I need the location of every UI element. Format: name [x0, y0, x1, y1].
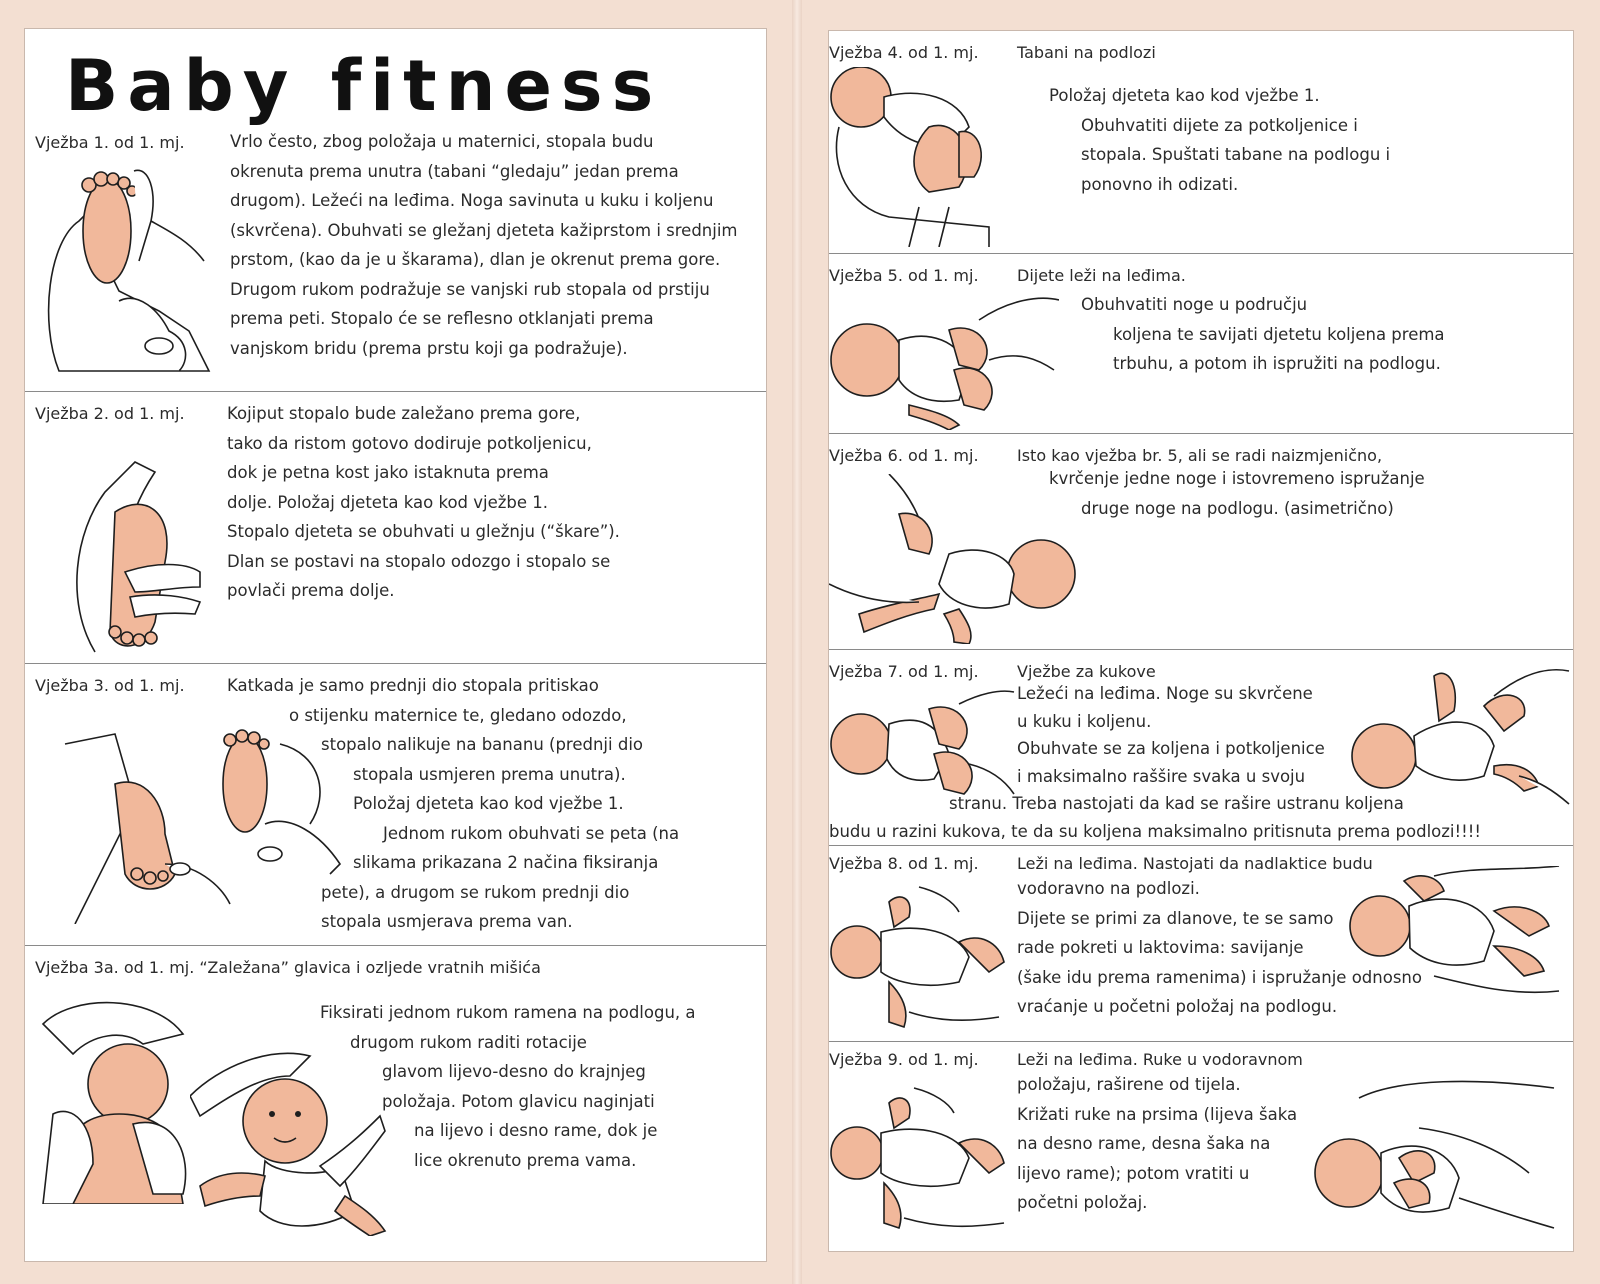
- exercise-4-heading: Tabani na podlozi: [1017, 43, 1156, 62]
- exercise-3-text: Katkada je samo prednji dio stopala pritiskao o stijenku maternice te, gledano odozdo, stopalo nalikuje na bananu (prednji dio stopala usmjeren prema unutra). Položaj djeteta kao kod vježbe 1. Jednom rukom obuhvati se peta (na slikama prikazana 2 načina fiksiranja pete), a drugom se rukom prednji dio stopala usmjerava prema van.: [227, 676, 680, 931]
- exercise-7-heading: Vježbe za kukove: [1017, 662, 1156, 681]
- exercise-8-section: [829, 845, 1573, 1041]
- exercise-1-label: Vježba 1. od 1. mj.: [35, 133, 185, 152]
- exercise-3-illustration-a: [55, 724, 235, 924]
- exercise-2-illustration: [55, 452, 205, 657]
- exercise-7-text: Ležeći na leđima. Noge su skvrčene u kuku i koljenu. Obuhvate se za koljena i potkoljenice i maksimalno raššire svaka u svoju stranu. Treba nastojati da kad se raširе ustranu koljena budu u razini kukova, te da su koljena maksimalno pritisnuta prema podlozi!!!!: [829, 684, 1481, 841]
- exercise-3-section: [25, 663, 766, 945]
- book-spine: [792, 0, 802, 1284]
- left-page: [24, 28, 767, 1262]
- exercise-6-illustration: [829, 474, 1089, 644]
- exercise-3a-label: Vježba 3a. od 1. mj. “Zaležana” glavica i ozljede vratnih mišića: [35, 958, 541, 977]
- exercise-7-illustration-a: [829, 684, 1019, 804]
- exercise-6-text: kvrčenje jedne noge i istovremeno ispružanje druge noge na podlogu. (asimetrično): [1049, 469, 1425, 518]
- exercise-5-section: [829, 253, 1573, 433]
- exercise-1-section: [25, 29, 766, 401]
- exercise-2-text: Kojiput stopalo bude zaležano prema gore, tako da ristom gotovo dodiruje potkoljenicu, dok je petna kost jako istaknuta prema dolje. Položaj djeteta kao kod vježbe 1. Stopalo djeteta se obuhvati u gležnju (“škare”). Dlan se postavi na stopalo odozgo i stopalo se povlači prema dolje.: [227, 404, 620, 600]
- exercise-7-label: Vježba 7. od 1. mj.: [829, 662, 979, 681]
- exercise-9-text: položaju, raširene od tijela. Križati ruke na prsima (lijeva šaka na desno rame, desna šaka na lijevo rame); potom vratiti u početni položaj.: [1017, 1075, 1298, 1212]
- page-title: Baby fitness: [65, 45, 663, 127]
- exercise-5-text: Obuhvatiti noge u području koljena te savijati djetetu koljena prema trbuhu, a potom ih ispružiti na podlogu.: [1081, 295, 1445, 373]
- exercise-9-illustration-a: [829, 1078, 1019, 1238]
- exercise-2-section: [25, 391, 766, 663]
- exercise-3-illustration-b: [210, 724, 350, 924]
- exercise-3a-illustration-b: [190, 1036, 390, 1236]
- exercise-8-heading: Leži na leđima. Nastojati da nadlaktice budu: [1017, 854, 1373, 873]
- exercise-6-label: Vježba 6. od 1. mj.: [829, 446, 979, 465]
- exercise-8-text: vodoravno na podlozi. Dijete se primi za dlanove, te se samo rade pokreti u laktovima: savijanje (šake idu prema ramenima) i ispružanje odnosno vraćanje u početni položaj na podlogu.: [1017, 879, 1422, 1016]
- exercise-7-section: [829, 649, 1573, 845]
- exercise-4-section: [829, 31, 1573, 253]
- exercise-1-text: Vrlo često, zbog položaja u maternici, stopala budu okrenuta prema unutra (tabani “gledaju” jedan prema drugom). Ležeći na leđima. Noga savinuta u kuku i koljenu (skvrčena). Obuhvati se gležanj djeteta kažiprstom i srednjim prstom, (kao da je u škarama), dlan je okrenut prema gore. Drugom rukom podražuje se vanjski rub stopala od prstiju prema peti. Stopalo će se reflesno otklanjati prema vanjskom bridu (prema prstu koji ga podražuje).: [230, 132, 738, 358]
- exercise-6-section: [829, 433, 1573, 649]
- right-page: [828, 30, 1574, 1252]
- exercise-4-text: Položaj djeteta kao kod vježbe 1. Obuhvatiti dijete za potkoljenice i stopala. Spuštati tabane na podlogu i ponovno ih odizati.: [1049, 86, 1391, 194]
- exercise-9-illustration-b: [1299, 1078, 1559, 1238]
- exercise-6-heading: Isto kao vježba br. 5, ali se radi naizmjenično,: [1017, 446, 1383, 465]
- exercise-8-illustration-a: [829, 882, 1019, 1032]
- exercise-5-heading: Dijete leži na leđima.: [1017, 266, 1186, 285]
- exercise-8-label: Vježba 8. od 1. mj.: [829, 854, 979, 873]
- exercise-9-heading: Leži na leđima. Ruke u vodoravnom: [1017, 1050, 1303, 1069]
- exercise-4-illustration: [829, 67, 1029, 247]
- exercise-5-label: Vježba 5. od 1. mj.: [829, 266, 979, 285]
- exercise-3a-section: [25, 945, 766, 1263]
- exercise-3a-text: Fiksirati jednom rukom ramena na podlogu, a drugom rukom raditi rotacije glavom lijevo-desno do krajnjeg položaja. Potom glavicu naginjati na lijevo i desno rame, dok je lice okrenuto prema vama.: [320, 1003, 696, 1170]
- exercise-4-label: Vježba 4. od 1. mj.: [829, 43, 979, 62]
- exercise-2-label: Vježba 2. od 1. mj.: [35, 404, 185, 423]
- exercise-9-section: [829, 1041, 1573, 1253]
- exercise-5-illustration: [829, 290, 1059, 430]
- exercise-1-illustration: [39, 161, 219, 386]
- exercise-3a-illustration-a: [33, 994, 193, 1204]
- exercise-3-label: Vježba 3. od 1. mj.: [35, 676, 185, 695]
- exercise-8-illustration-b: [1344, 866, 1574, 1006]
- exercise-7-illustration-b: [1344, 656, 1574, 806]
- exercise-9-label: Vježba 9. od 1. mj.: [829, 1050, 979, 1069]
